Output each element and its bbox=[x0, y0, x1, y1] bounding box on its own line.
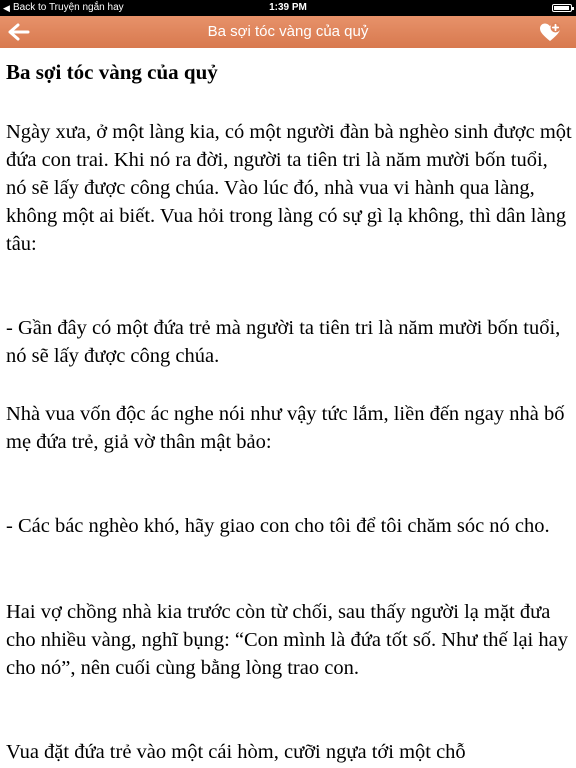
story-paragraph: - Các bác nghèo khó, hãy giao con cho tôi để tôi chăm sóc nó cho. bbox=[6, 515, 550, 537]
story-paragraph: Hai vợ chồng nhà kia trước còn từ chối, sau thấy người lạ mặt đưa cho nhiều vàng, nghĩ bụng: “Con mình là đứa tốt số. Như thế lại hay cho nó”, nên cuối cùng bằng lòng trao con. bbox=[6, 601, 568, 679]
story-paragraph: Nhà vua vốn độc ác nghe nói như vậy tức lắm, liền đến ngay nhà bố mẹ đứa trẻ, giả vờ thân mật bảo: bbox=[6, 403, 565, 453]
status-bar bbox=[0, 0, 576, 16]
battery-icon bbox=[552, 4, 572, 12]
nav-title: Ba sợi tóc vàng của quỷ bbox=[207, 23, 369, 40]
heart-plus-icon bbox=[538, 20, 562, 44]
back-triangle-icon: ◀ bbox=[3, 3, 10, 13]
status-time: 1:39 PM bbox=[269, 2, 307, 13]
add-favorite-button[interactable] bbox=[538, 20, 562, 44]
status-indicators bbox=[552, 0, 572, 16]
story-paragraph: Ngày xưa, ở một làng kia, có một người đàn bà nghèo sinh được một đứa con trai. Khi nó ra đời, người ta tiên tri là năm mười bốn tuổi, nó sẽ lấy được công chúa. Vào lúc đó, nhà vua vi hành qua làng, không một ai biết. Vua hỏi trong làng có sự gì lạ không, thì dân làng tâu: bbox=[6, 121, 572, 255]
story-paragraph: - Gần đây có một đứa trẻ mà người ta tiên tri là năm mười bốn tuổi, nó sẽ lấy được công chúa. bbox=[6, 317, 561, 367]
back-to-app-label: Back to Truyện ngắn hay bbox=[13, 2, 124, 13]
navigation-bar bbox=[0, 16, 576, 48]
story-paragraph: Vua đặt đứa trẻ vào một cái hòm, cưỡi ngựa tới một chỗ bbox=[6, 741, 466, 763]
story-title: Ba sợi tóc vàng của quỷ bbox=[6, 60, 218, 84]
story-content[interactable] bbox=[6, 48, 572, 768]
